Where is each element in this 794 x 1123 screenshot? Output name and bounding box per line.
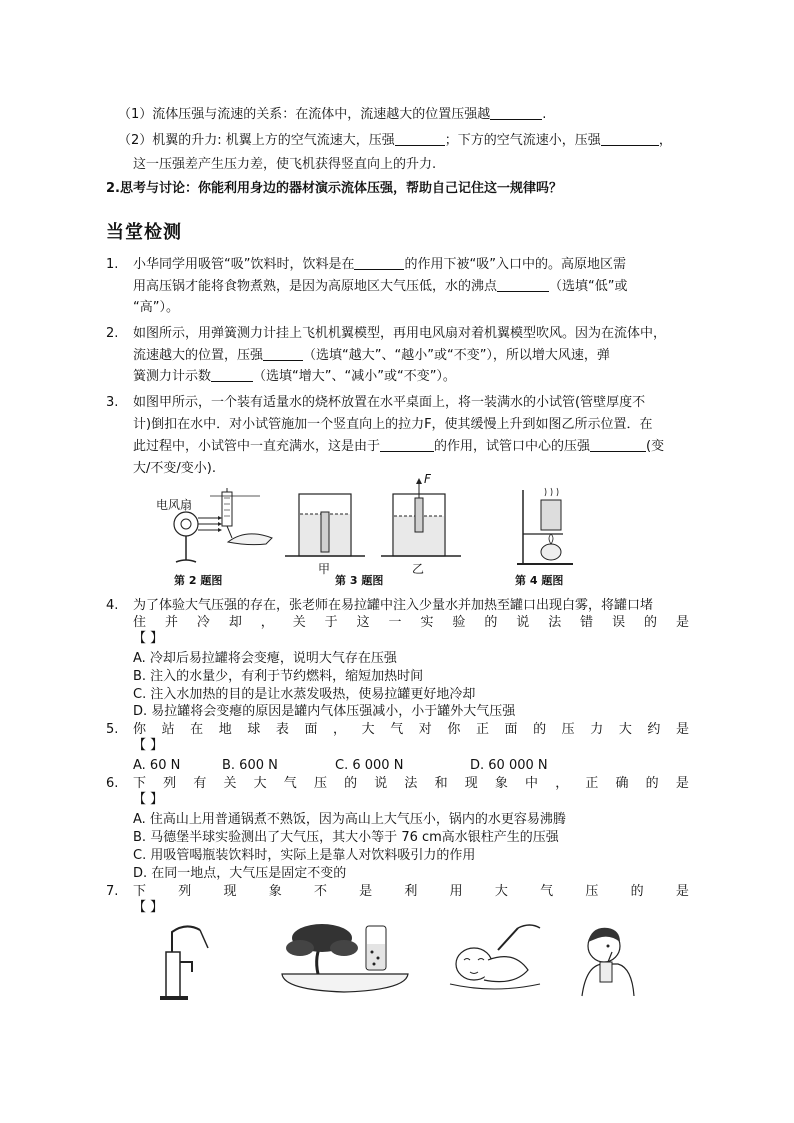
- q6-word: 是: [675, 776, 689, 791]
- q6-option-b[interactable]: B. 马德堡半球实验测出了大气压，其大小等于 76 cm高水银柱产生的压强: [133, 830, 559, 845]
- q6-word: 有: [193, 776, 207, 791]
- q2-line-2: 流速越大的位置，压强 （选填“越大”、“越小”或“不变”），所以增大风速，弹: [133, 348, 610, 363]
- q5-word: 的: [533, 722, 547, 737]
- q4-word: ，: [260, 615, 274, 630]
- q5-word: 面: [504, 722, 518, 737]
- q6-word: 说: [374, 776, 388, 791]
- q5-word: 面: [304, 722, 318, 737]
- q4-word: 实: [420, 615, 434, 630]
- q6-word: 正: [585, 776, 599, 791]
- q4-option-d[interactable]: D. 易拉罐将会变瘪的原因是罐内气体压强减小，小于罐外大气压强: [133, 704, 516, 719]
- q4-word: 错: [580, 615, 594, 630]
- figure-4-caption: 第 4 题图: [515, 574, 564, 587]
- beaker-jia-label: 甲: [318, 562, 331, 576]
- q4-word: 的: [644, 615, 658, 630]
- q6-word: 和: [434, 776, 448, 791]
- q7-word: 气: [540, 884, 554, 899]
- answer-blank[interactable]: [497, 278, 549, 292]
- q5-word: 表: [275, 722, 289, 737]
- figure-4-stand-burner: [505, 486, 585, 570]
- q6-option-a[interactable]: A. 住高山上用普通锅煮不熟饭，因为高山上大气压小，锅内的水更容易沸腾: [133, 812, 566, 827]
- q7-image-faucet-pump[interactable]: [156, 922, 216, 1002]
- q7-question: [133, 883, 689, 901]
- q5-question: [133, 721, 689, 739]
- q6-word: 列: [163, 776, 177, 791]
- q4-number: 4.: [106, 598, 119, 613]
- q7-image-person-straw[interactable]: [578, 922, 638, 996]
- q4-line-1: 为了体验大气压强的存在，张老师在易拉罐中注入少量水并加热至罐口出现白雾，将罐口堵: [133, 598, 654, 613]
- q6-option-c[interactable]: C. 用吸管喝瓶装饮料时，实际上是靠人对饮料吸引力的作用: [133, 848, 476, 863]
- q6-word: 大: [253, 776, 267, 791]
- q7-word: 压: [585, 884, 599, 899]
- q5-word: 站: [161, 722, 175, 737]
- q5-option-b[interactable]: B. 600 N: [222, 758, 278, 773]
- q6-word: 现: [464, 776, 478, 791]
- q5-answer-bracket[interactable]: 【 】: [133, 738, 164, 753]
- q6-option-d[interactable]: D. 在同一地点，大气压是固定不变的: [133, 866, 347, 881]
- q5-number: 5.: [106, 722, 119, 737]
- intro-point-1: （1）流体压强与流速的关系：在流体中，流速越大的位置压强越 .: [118, 107, 547, 122]
- q6-word: 确: [615, 776, 629, 791]
- q3-number: 3.: [106, 395, 119, 410]
- intro-point-2-cont: 这一压强差产生压力差，使飞机获得竖直向上的升力.: [133, 157, 437, 172]
- q6-word: 法: [404, 776, 418, 791]
- q4-answer-bracket[interactable]: 【 】: [133, 631, 164, 646]
- q6-word: 关: [223, 776, 237, 791]
- q5-word: 对: [418, 722, 432, 737]
- q2-line-3: 簧测力计示数 （选填“增大”、“减小”或“不变”）。: [133, 369, 456, 384]
- q6-word: 压: [313, 776, 327, 791]
- q4-word: 验: [452, 615, 466, 630]
- q6-word: ，: [555, 776, 569, 791]
- answer-blank[interactable]: [354, 256, 404, 270]
- figure-3-beakers: [285, 484, 475, 562]
- fan-label: 电风扇: [156, 498, 193, 512]
- q2-number: 2.: [106, 326, 119, 341]
- q4-word: 住: [133, 615, 147, 630]
- force-label: F: [424, 472, 431, 486]
- q5-word: 压: [561, 722, 575, 737]
- answer-blank[interactable]: [211, 368, 253, 382]
- q1-line-3: “高”）。: [133, 300, 179, 315]
- q7-word: 用: [449, 884, 463, 899]
- q5-word: 大: [618, 722, 632, 737]
- answer-blank[interactable]: [395, 132, 445, 146]
- q5-word: ，: [333, 722, 347, 737]
- q7-word: 不: [313, 884, 327, 899]
- q5-word: 你: [133, 722, 147, 737]
- q7-image-bonsai-water[interactable]: [278, 918, 413, 998]
- answer-blank[interactable]: [590, 438, 646, 452]
- q4-word: 于: [324, 615, 338, 630]
- q4-word: 冷: [196, 615, 210, 630]
- q5-word: 你: [447, 722, 461, 737]
- q4-word: 关: [292, 615, 306, 630]
- answer-blank[interactable]: [601, 132, 659, 146]
- q5-word: 在: [190, 722, 204, 737]
- q7-word: 象: [268, 884, 282, 899]
- q7-image-baby-dropper[interactable]: [444, 920, 544, 996]
- q5-word: 约: [647, 722, 661, 737]
- intro-point-2: （2）机翼的升力: 机翼上方的空气流速大，压强 ；下方的空气流速小，压强 ，: [118, 133, 672, 148]
- q5-word: 球: [247, 722, 261, 737]
- section-title: 当堂检测: [106, 222, 182, 243]
- q5-option-a[interactable]: A. 60 N: [133, 758, 181, 773]
- q4-option-a[interactable]: A. 冷却后易拉罐将会变瘪，说明大气存在压强: [133, 651, 397, 666]
- q5-option-c[interactable]: C. 6 000 N: [335, 758, 404, 773]
- q4-word: 法: [548, 615, 562, 630]
- figure-2-fan-wing: [150, 488, 280, 572]
- q4-line-2: [133, 614, 689, 632]
- q1-line-1: 小华同学用吸管“吸”饮料时，饮料是在 的作用下被“吸”入口中的。高原地区需: [133, 257, 626, 272]
- q6-word: 下: [133, 776, 147, 791]
- q4-word: 并: [164, 615, 178, 630]
- q4-word: 却: [228, 615, 242, 630]
- q7-word: 大: [494, 884, 508, 899]
- q5-word: 气: [390, 722, 404, 737]
- q4-option-b[interactable]: B. 注入的水量少，有利于节约燃料，缩短加热时间: [133, 669, 424, 684]
- q6-word: 的: [344, 776, 358, 791]
- figure-3-caption: 第 3 题图: [335, 574, 384, 587]
- q4-word: 误: [612, 615, 626, 630]
- q6-answer-bracket[interactable]: 【 】: [133, 792, 164, 807]
- q5-word: 是: [675, 722, 689, 737]
- q6-question: [133, 775, 689, 793]
- q7-answer-bracket[interactable]: 【 】: [133, 900, 164, 915]
- q4-word: 说: [516, 615, 530, 630]
- q5-word: 正: [475, 722, 489, 737]
- q7-word: 是: [675, 884, 689, 899]
- beaker-yi-label: 乙: [412, 562, 425, 576]
- q3-line-4: 大/不变/变小).: [133, 461, 216, 476]
- q3-line-2: 计)倒扣在水中．对小试管施加一个竖直向上的拉力F，使其缓慢上升到如图乙所示位置．在: [133, 417, 653, 432]
- q6-word: 中: [525, 776, 539, 791]
- q7-word: 的: [630, 884, 644, 899]
- q4-word: 一: [388, 615, 402, 630]
- answer-blank[interactable]: [263, 347, 303, 361]
- q6-word: 气: [283, 776, 297, 791]
- answer-blank[interactable]: [380, 438, 434, 452]
- q4-word: 这: [356, 615, 370, 630]
- q5-word: 力: [590, 722, 604, 737]
- q7-word: 下: [133, 884, 147, 899]
- answer-blank[interactable]: [490, 106, 542, 120]
- q7-word: 利: [404, 884, 418, 899]
- q5-word: 大: [361, 722, 375, 737]
- figure-2-caption: 第 2 题图: [174, 574, 223, 587]
- q4-word: 的: [484, 615, 498, 630]
- q6-word: 象: [494, 776, 508, 791]
- q3-line-1: 如图甲所示，一个装有适量水的烧杯放置在水平桌面上，将一装满水的小试管(管壁厚度不: [133, 395, 646, 410]
- q7-word: 是: [359, 884, 373, 899]
- q4-option-c[interactable]: C. 注入水加热的目的是让水蒸发吸热，使易拉罐更好地冷却: [133, 687, 476, 702]
- q4-word: 是: [675, 615, 689, 630]
- q7-word: 列: [178, 884, 192, 899]
- q6-number: 6.: [106, 776, 119, 791]
- q5-option-d[interactable]: D. 60 000 N: [470, 758, 548, 773]
- q2-line-1: 如图所示，用弹簧测力计挂上飞机机翼模型，再用电风扇对着机翼模型吹风。因为在流体中，: [133, 326, 667, 341]
- think-discuss: 2.思考与讨论：你能利用身边的器材演示流体压强，帮助自己记住这一规律吗？: [106, 181, 562, 196]
- q7-number: 7.: [106, 884, 119, 899]
- q1-number: 1.: [106, 257, 119, 272]
- q6-word: 的: [645, 776, 659, 791]
- q5-word: 地: [218, 722, 232, 737]
- q1-line-2: 用高压锅才能将食物煮熟，是因为高原地区大气压低，水的沸点 （选填“低”或: [133, 279, 628, 294]
- q7-word: 现: [223, 884, 237, 899]
- q3-line-3: 此过程中，小试管中一直充满水，这是由于 的作用，试管口中心的压强 (变: [133, 439, 665, 454]
